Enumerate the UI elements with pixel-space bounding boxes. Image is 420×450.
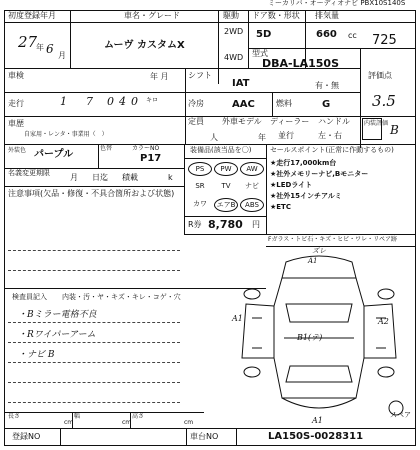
displacement-label: 排気量 [315, 11, 339, 20]
score-label: 評価点 [368, 71, 392, 80]
equipment-item [240, 198, 264, 212]
reg-no-label: 登録NO [12, 432, 41, 441]
selling-point: ★LEDライト [270, 181, 313, 189]
equipment-item-label: ナビ [245, 182, 259, 190]
capacity-label: 定員 [188, 117, 204, 126]
chassis-label: 車台NO [190, 432, 219, 441]
selling-point: ★走行17,000km台 [270, 159, 337, 167]
handle-label: ハンドル [318, 117, 350, 126]
interior-score: B [390, 123, 399, 137]
import-label: 外車モデル [222, 117, 262, 126]
color-change-label: 色替 [100, 145, 113, 152]
notes-label: 注意事項(欠品・修復・不具合箇所および状態) [8, 189, 175, 198]
length-unit: cm [64, 419, 74, 426]
mark-front-sub: A1 [308, 257, 318, 265]
mileage-digit-3: 0 [107, 95, 114, 108]
equipment-item-label: SR [195, 182, 205, 190]
mark-front-top: ズレ [312, 247, 326, 255]
outer-color-value: パープル [34, 149, 74, 160]
lot-number: 725 [372, 33, 397, 48]
ac-label: 冷房 [188, 99, 204, 108]
dealer-label: ディーラー [270, 117, 310, 126]
length-label: 長さ [8, 413, 21, 420]
drive-2wd: 2WD [224, 27, 244, 36]
seki-label: 積載 [122, 173, 138, 182]
score-value: 3.5 [372, 92, 396, 110]
mark-center: B1(テ) [297, 333, 323, 342]
displacement-value: 660 [316, 29, 337, 40]
inspection-note-3: ・ナビ B [18, 350, 55, 360]
inspection-note-2: ・Rワイパーアーム [18, 330, 96, 340]
recycle-value: 8,780 [208, 218, 243, 231]
history-options: 自家用・レンタ・事業用（ ） [24, 131, 108, 138]
reg-month: 6 [46, 42, 54, 56]
equipment-item [240, 162, 264, 176]
capacity-unit: 人 [210, 133, 218, 142]
equipment-item [214, 180, 238, 194]
outer-color-label: 外装色 [8, 147, 27, 154]
name-change-month: 月 [70, 173, 78, 182]
color-no-value: P17 [140, 153, 162, 164]
mark-left: A1 [232, 314, 243, 323]
shift-label: シフト [188, 71, 212, 80]
door-label: ドア数・形状 [252, 11, 300, 20]
equipment-item [188, 180, 212, 194]
mileage-label: 走行 [8, 99, 24, 108]
color-no-label: カラーNO [132, 145, 160, 152]
import-unit: 年 [258, 133, 266, 142]
equipment-item-label: PS [195, 165, 205, 173]
equipment-item-label: エアB [216, 201, 236, 209]
width-label: 幅 [74, 413, 81, 420]
history-label: 車歴 [8, 119, 24, 128]
first-reg-label: 初度登録年月 [8, 11, 56, 20]
shaken-unit: 年 月 [150, 72, 169, 81]
height-unit: cm [184, 419, 194, 426]
inspection-options: 内装・汚・ヤ・キズ・キレ・コゲ・穴 [62, 293, 181, 301]
car-grade-label: 車名・グレード [124, 11, 180, 20]
mileage-digit-1: 1 [60, 95, 67, 108]
name-change-day: 日迄 [92, 173, 108, 182]
ari-nashi: 有・無 [315, 81, 339, 90]
car-name: ムーヴ カスタムX [104, 40, 185, 51]
equipment-item-label: ABS [245, 201, 259, 209]
reg-year: 27 [18, 33, 38, 51]
shift-value: IAT [232, 78, 250, 89]
mark-right: A2 [378, 317, 389, 326]
spare-label: スペア [390, 411, 411, 419]
equipment-item-label: AW [246, 165, 258, 173]
seki-unit: k [168, 173, 173, 182]
equipment-item [214, 162, 238, 176]
equipment-title: 装備品(該当品を〇) [190, 146, 252, 154]
month-unit: 月 [58, 51, 66, 60]
inspection-note-1: ・Bミラー電格不良 [18, 310, 97, 320]
ac-value: AAC [232, 99, 255, 110]
mileage-digit-4: 4 [119, 95, 126, 108]
equipment-item [240, 180, 264, 194]
selling-point: ★ETC [270, 203, 291, 211]
displacement-unit: cc [348, 31, 357, 40]
mileage-digit-2: 7 [86, 95, 93, 108]
doors-value: 5D [256, 29, 272, 40]
equipment-item-label: TV [221, 182, 231, 190]
selling-point: ★社外15インチアルミ [270, 192, 342, 200]
fuel-value: G [322, 99, 331, 110]
drive-label: 駆動 [223, 11, 239, 20]
handle-value: 左・右 [318, 131, 342, 140]
shaken-label: 車検 [8, 71, 24, 80]
model-value: DBA-LA150S [262, 57, 339, 70]
chassis-value: LA150S-0028311 [268, 431, 364, 442]
equipment-item [188, 162, 212, 176]
equipment-item-label: カワ [193, 200, 207, 208]
mark-rear: A1 [312, 416, 323, 425]
equipment-item [188, 198, 212, 212]
recycle-label: R券 [188, 220, 202, 229]
selling-points-title: セールスポイント(正常に作動するもの) [270, 146, 394, 154]
equipment-item-label: PW [220, 165, 232, 173]
width-unit: cm [122, 419, 132, 426]
equipment-item [214, 198, 238, 212]
recycle-unit: 円 [252, 220, 260, 229]
top-note: ミーカリバ・オーディオナビ PBX10S140S [268, 0, 406, 7]
selling-point: ★社外メモリーナビ,Bモニター [270, 170, 369, 178]
mileage-digit-5: 0 [131, 95, 138, 108]
year-unit: 年 [36, 43, 44, 52]
interior-label: 内装評価 [364, 120, 389, 127]
mileage-unit: キロ [146, 97, 159, 104]
height-label: 高さ [132, 413, 145, 420]
name-change-label: 名義変更期限 [8, 169, 50, 177]
dealer-value: 並行 [278, 131, 294, 140]
model-label: 型式 [252, 49, 268, 58]
drive-4wd: 4WD [224, 53, 244, 62]
glass-row: Fガラス・トビ石・キズ・ヒビ・ワレ・リペア跡 [268, 236, 398, 243]
inspection-label: 検査員記入 [12, 293, 47, 301]
fuel-label: 燃料 [276, 99, 292, 108]
